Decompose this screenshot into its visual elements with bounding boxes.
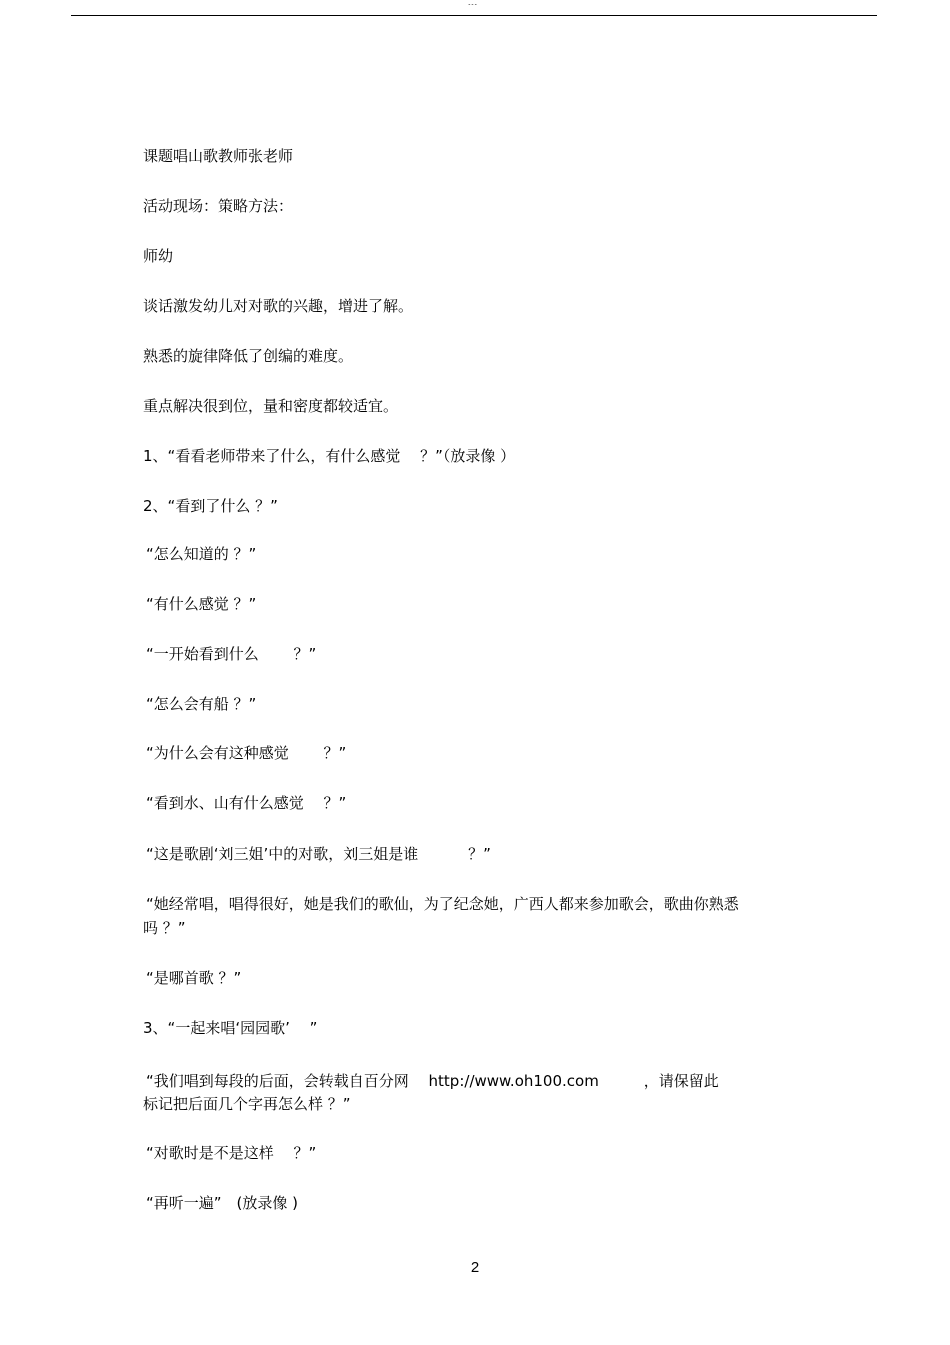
- question-line: “有什么感觉 ？”: [146, 595, 257, 613]
- question-line: “看到水、山有什么感觉 ？”: [146, 794, 347, 812]
- activity-heading-line: 活动现场：策略方法：: [143, 197, 294, 215]
- header-mark: ---: [468, 1, 478, 8]
- question-line: “是哪首歌 ？”: [146, 969, 242, 987]
- question-line-continuation: 吗 ？”: [143, 919, 186, 937]
- question-line-continuation: 标记把后面几个字再怎么样 ？”: [143, 1095, 351, 1113]
- question-line: “她经常唱，唱得很好，她是我们的歌仙，为了纪念她，广西人都来参加歌会，歌曲你熟悉: [146, 895, 739, 913]
- question-line: “这是歌剧‘刘三姐’中的对歌，刘三姐是谁 ？”: [146, 845, 491, 863]
- question-line: “一开始看到什么 ？”: [146, 645, 317, 663]
- question-line: “怎么知道的 ？”: [146, 545, 257, 563]
- lesson-title-line: 课题唱山歌教师张老师: [143, 147, 294, 165]
- text-line: 师幼: [143, 247, 174, 265]
- question-line: “对歌时是不是这样 ？”: [146, 1144, 317, 1162]
- page-number: 2: [470, 1259, 480, 1276]
- numbered-item-3: 3、“一起来唱‘园园歌’ ”: [143, 1019, 318, 1037]
- header-rule: [71, 15, 877, 16]
- question-line: “再听一遍” (放录像 ): [146, 1194, 299, 1212]
- text-line: 谈话激发幼儿对对歌的兴趣，增进了解。: [143, 297, 414, 315]
- numbered-item-2: 2、“看到了什么 ？”: [143, 497, 278, 515]
- text-line: 重点解决很到位，量和密度都较适宜。: [143, 397, 399, 415]
- text-line: 熟悉的旋律降低了创编的难度。: [143, 347, 354, 365]
- question-line: “我们唱到每段的后面，会转载自百分网 http://www.oh100.com ，请保留此: [146, 1072, 719, 1090]
- question-line: “怎么会有船 ？”: [146, 695, 257, 713]
- question-line: “为什么会有这种感觉 ？”: [146, 744, 347, 762]
- numbered-item-1: 1、“看看老师带来了什么，有什么感觉 ？”（放录像 ）: [143, 447, 516, 465]
